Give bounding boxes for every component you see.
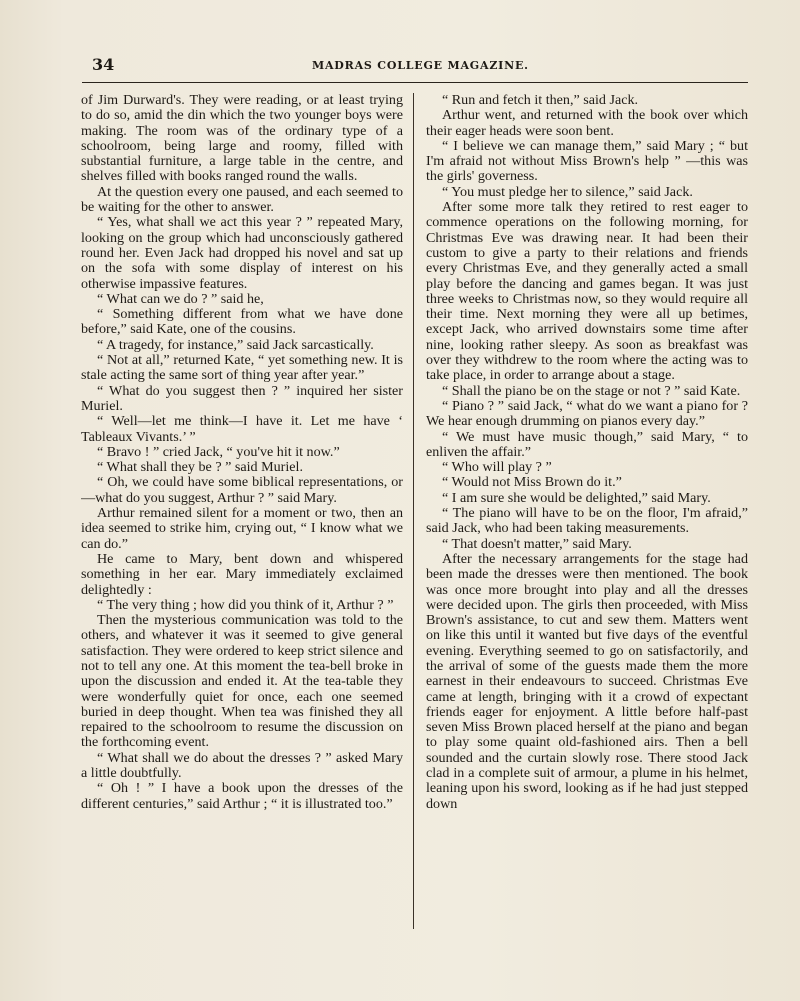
paragraph: “ Yes, what shall we act this year ? ” repeated Mary, looking on the group which had unconsciously gathered round her. Even Jack had dropped his novel and sat up on the sofa with some display of interest on his otherwise impassive features. [81,214,403,292]
paragraph: “ Run and fetch it then,” said Jack. [442,93,639,108]
paragraph: “ Piano ? ” said Jack, “ what do we want a piano for ? We hear enough drumming on pianos every day.” [426,397,748,430]
paragraph: After some more talk they retired to rest eager to commence operations on the following morning, for Christmas Eve was drawing near. It had been their custom to give a party to their relations and friends every Christmas Eve, and they generally acted a small play before the dancing and games began. It was just three weeks to Christmas now, so they would require all their time. Next morning they were all up betimes, except Jack, who arrived downstairs some time after nine, looking rather sleepy. As soon as breakfast was over they withdrew to the room where the acting was to take place, in order to arrange about a stage. [426,199,748,384]
paragraph: “ I am sure she would be delighted,” said Mary. [442,489,711,506]
paragraph: “ We must have music though,” said Mary, “ to enliven the affair.” [426,428,748,460]
paragraph: After the necessary arrangements for the stage had been made the dresses were then mentioned. The book was once more brought into play and all the dresses were decided upon. The girls then proceeded, with Miss Brown's assistance, to cut and sew them. Matters went on like this until it wanted but five days of the eventful evening. Everything seemed to go on satisfactorily, and the arrival of some of the guests made them the more earnest in their endeavours to succeed. Christmas Eve came at length, bringing with it a crowd of expectant friends eager for enjoyment. A little before half-past seven Miss Brown placed herself at the piano and began to play some quaint old-fashioned airs. Then a bell sounded and the curtain slowly rose. There stood Jack clad in a complete suit of armour, a plume in his helmet, leaning upon his sword, looking as if he had just stepped down [426,550,748,812]
right-column [426,93,748,933]
paragraph: “ Oh ! ” I have a book upon the dresses of the different centuries,” said Arthur ; “ it is illustrated too.” [81,780,403,812]
page-number: 34 [92,55,115,74]
paragraph: “ What shall they be ? ” said Muriel. [97,459,303,476]
paragraph: At the question every one paused, and each seemed to be waiting for the other to answer. [81,183,403,216]
paragraph: “ Not at all,” returned Kate, “ yet something new. It is stale acting the same sort of thing year after year.” [81,352,403,384]
paragraph: “ What do you suggest then ? ” inquired her sister Muriel. [81,382,403,414]
paragraph: “ What can we do ? ” said he, [97,290,264,307]
page-header [82,52,748,83]
paragraph: “ Who will play ? ” [442,459,552,476]
running-head: MADRAS COLLEGE MAGAZINE. [312,59,529,72]
paragraph: Arthur went, and returned with the book over which their eager heads were soon bent. [426,107,748,139]
paragraph: “ I believe we can manage them,” said Mary ; “ but I'm afraid not without Miss Brown's help ” —this was the girls' governess. [426,137,748,185]
paragraph: “ Bravo ! ” cried Jack, “ you've hit it now.” [97,443,340,460]
paragraph: of Jim Durward's. They were reading, or at least trying to do so, amid the din which the two younger boys were making. The room was of the ordinary type of a schoolroom, being large and roomy, filled with substantial furniture, a large table in the centre, and shelves filled with books ranged round the walls. [81,93,403,185]
column-divider [413,93,414,929]
paragraph: Arthur remained silent for a moment or two, then an idea seemed to strike him, crying out, “ I know what we can do.” [81,505,403,552]
paragraph: “ What shall we do about the dresses ? ” asked Mary a little doubtfully. [81,749,403,782]
paragraph: “ Something different from what we have done before,” said Kate, one of the cousins. [81,306,403,338]
paragraph: “ Shall the piano be on the stage or not ? ” said Kate. [442,382,741,399]
paragraph: Then the mysterious communication was told to the others, and whatever it was it seemed to give general satisfaction. They were ordered to keep strict silence and not to tell any one. At this moment the tea-bell broke in upon the discussion and ended it. At the tea-table they were wonderfully quiet for once, each one seemed buried in deep thought. When tea was finished they all repaired to the schoolroom to resume the discussion on the forthcoming event. [81,612,403,751]
paragraph: “ That doesn't matter,” said Mary. [442,535,632,552]
left-column [81,93,403,933]
paragraph: He came to Mary, bent down and whispered something in her ear. Mary immediately exclaimed delightedly : [81,550,403,598]
paragraph: “ You must pledge her to silence,” said Jack. [442,183,693,200]
paragraph: “ A tragedy, for instance,” said Jack sarcastically. [97,336,374,353]
paragraph: “ Would not Miss Brown do it.” [442,474,622,491]
paragraph: “ The piano will have to be on the floor, I'm afraid,” said Jack, who had been taking measurements. [426,505,748,537]
paragraph: “ Well—let me think—I have it. Let me have ‘ Tableaux Vivants.’ ” [81,413,403,445]
paragraph: “ Oh, we could have some biblical representations, or—what do you suggest, Arthur ? ” said Mary. [81,474,403,506]
paragraph: “ The very thing ; how did you think of it, Arthur ? ” [97,596,394,613]
